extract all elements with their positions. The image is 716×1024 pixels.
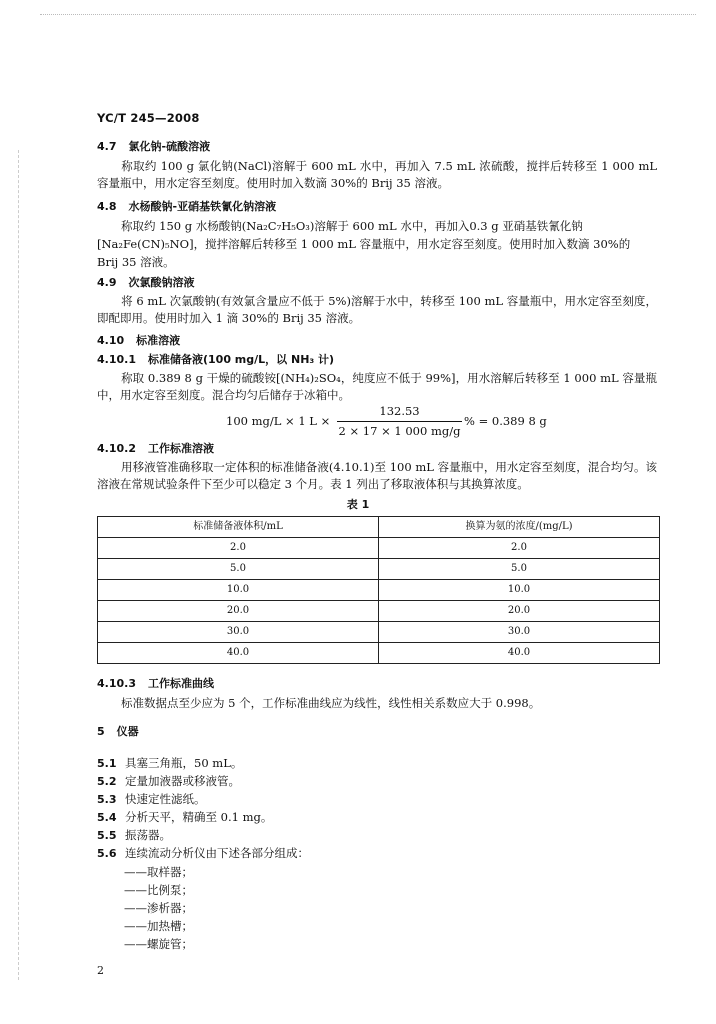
para-4-7	[97, 158, 657, 191]
component-item: ——螺旋管；	[124, 937, 193, 951]
para-4-8-line1: 称取约 150 g 水杨酸钠(Na₂C₇H₅O₃)溶解于 600 mL 水中，再加入0.3 g 亚硝基铁氰化钠	[121, 219, 583, 233]
cell-concentration: 5.0	[379, 559, 660, 580]
formula-denominator: 2 × 17 × 1 000 mg/g	[338, 423, 461, 438]
item-number: 5.1	[97, 757, 117, 770]
table-caption: 表 1	[346, 498, 370, 511]
item-text: 振荡器。	[125, 828, 171, 842]
heading-4-10-3	[97, 676, 214, 692]
item-text: 连续流动分析仪由下述各部分组成：	[125, 846, 309, 860]
cell-volume: 40.0	[98, 643, 379, 664]
cell-volume: 10.0	[98, 580, 379, 601]
section-number: 4.9	[97, 276, 117, 289]
component-item: ——渗析器；	[124, 901, 193, 915]
column-header-volume: 标准储备液体积/mL	[98, 517, 379, 538]
list-item	[97, 755, 242, 772]
table-row	[98, 559, 660, 580]
section-number: 4.10.3	[97, 677, 136, 690]
section-title: 水杨酸钠-亚硝基铁氰化钠溶液	[128, 200, 277, 213]
heading-4-10	[97, 333, 180, 349]
heading-5	[97, 724, 139, 740]
item-text: 具塞三角瓶，50 mL。	[125, 756, 243, 770]
component-item: ——加热槽；	[124, 919, 193, 933]
standard-header: YC/T 245—2008	[97, 111, 200, 125]
heading-4-8	[97, 199, 276, 215]
cell-volume: 2.0	[98, 538, 379, 559]
para-4-10-1	[97, 370, 657, 403]
item-number: 5.4	[97, 811, 117, 824]
heading-4-7	[97, 139, 210, 155]
formula-lhs: 100 mg/L × 1 L ×	[226, 414, 331, 428]
formula-fraction	[337, 403, 462, 439]
section-title: 次氯酸钠溶液	[128, 276, 195, 289]
table-row	[98, 580, 660, 601]
table-row	[98, 622, 660, 643]
item-text: 分析天平，精确至 0.1 mg。	[125, 810, 273, 824]
table-row	[98, 538, 660, 559]
cell-concentration: 10.0	[379, 580, 660, 601]
para-text: 将 6 mL 次氯酸钠(有效氯含量应不低于 5%)溶解于水中，转移至 100 mL 容量瓶中，用水定容至刻度，即配即用。使用时加入 1 滴 30%的 Brij 35 溶液。	[97, 294, 657, 325]
section-number: 4.10	[97, 334, 125, 347]
list-item	[97, 827, 171, 844]
section-title: 氯化钠-硫酸溶液	[128, 140, 211, 153]
cell-concentration: 30.0	[379, 622, 660, 643]
page-number: 2	[97, 964, 104, 977]
para-4-8-line3: Brij 35 溶液。	[97, 255, 175, 269]
list-item	[97, 773, 240, 790]
item-number: 5.3	[97, 793, 117, 806]
cell-volume: 20.0	[98, 601, 379, 622]
scan-noise	[40, 14, 696, 19]
table-row	[98, 643, 660, 664]
list-item	[97, 791, 206, 808]
para-4-10-3	[97, 695, 657, 712]
item-text: 定量加液器或移液管。	[125, 774, 240, 788]
cell-concentration: 40.0	[379, 643, 660, 664]
item-number: 5.5	[97, 829, 117, 842]
cell-concentration: 20.0	[379, 601, 660, 622]
para-text: 用移液管准确移取一定体积的标准储备液(4.10.1)至 100 mL 容量瓶中，用水定容至刻度，混合均匀。该溶液在常规试验条件下至少可以稳定 3 个月。表 1 列出了移取液体积与其换算浓度。	[97, 460, 657, 491]
para-4-8-line2: [Na₂Fe(CN)₅NO]，搅拌溶解后转移至 1 000 mL 容量瓶中，用水定容至刻度。使用时加入数滴 30%的	[97, 237, 631, 251]
binding-margin-line	[18, 150, 19, 980]
para-text: 称取约 100 g 氯化钠(NaCl)溶解于 600 mL 水中，再加入 7.5 mL 浓硫酸，搅拌后转移至 1 000 mL 容量瓶中，用水定容至刻度。使用时加入数滴 30%的 Brij 35 溶液。	[97, 159, 657, 190]
item-number: 5.2	[97, 775, 117, 788]
component-item: ——比例泵；	[124, 883, 193, 897]
section-number: 4.8	[97, 200, 117, 213]
cell-volume: 30.0	[98, 622, 379, 643]
item-text: 快速定性滤纸。	[125, 792, 206, 806]
para-text: 称取 0.389 8 g 干燥的硫酸铵[(NH₄)₂SO₄，纯度应不低于 99%]，用水溶解后转移至 1 000 mL 容量瓶中，用水定容至刻度。混合均匀后储存于冰箱中。	[97, 371, 657, 402]
column-header-concentration: 换算为氨的浓度/(mg/L)	[379, 517, 660, 538]
cell-volume: 5.0	[98, 559, 379, 580]
section-number: 4.10.2	[97, 442, 136, 455]
list-item	[97, 809, 272, 826]
section-title: 标准储备液(100 mg/L，以 NH₃ 计)	[147, 353, 335, 366]
para-4-9	[97, 293, 657, 326]
formula-numerator: 132.53	[337, 403, 462, 422]
formula-rhs: % = 0.389 8 g	[464, 414, 547, 428]
section-number: 4.10.1	[97, 353, 136, 366]
list-item	[97, 845, 309, 862]
table-header-row	[98, 517, 660, 538]
component-item: ——取样器；	[124, 865, 193, 879]
section-title: 工作标准溶液	[147, 442, 214, 455]
heading-4-9	[97, 275, 195, 291]
heading-4-10-1	[97, 352, 334, 368]
item-number: 5.6	[97, 847, 117, 860]
section-title: 仪器	[116, 725, 139, 738]
section-title: 工作标准曲线	[147, 677, 214, 690]
section-number: 4.7	[97, 140, 117, 153]
cell-concentration: 2.0	[379, 538, 660, 559]
table-1	[97, 516, 660, 664]
section-title: 标准溶液	[136, 334, 181, 347]
formula	[226, 403, 586, 439]
para-4-10-2	[97, 459, 657, 492]
para-text: 标准数据点至少应为 5 个，工作标准曲线应为线性，线性相关系数应大于 0.998。	[121, 696, 541, 710]
section-number: 5	[97, 725, 105, 738]
table-row	[98, 601, 660, 622]
heading-4-10-2	[97, 441, 214, 457]
